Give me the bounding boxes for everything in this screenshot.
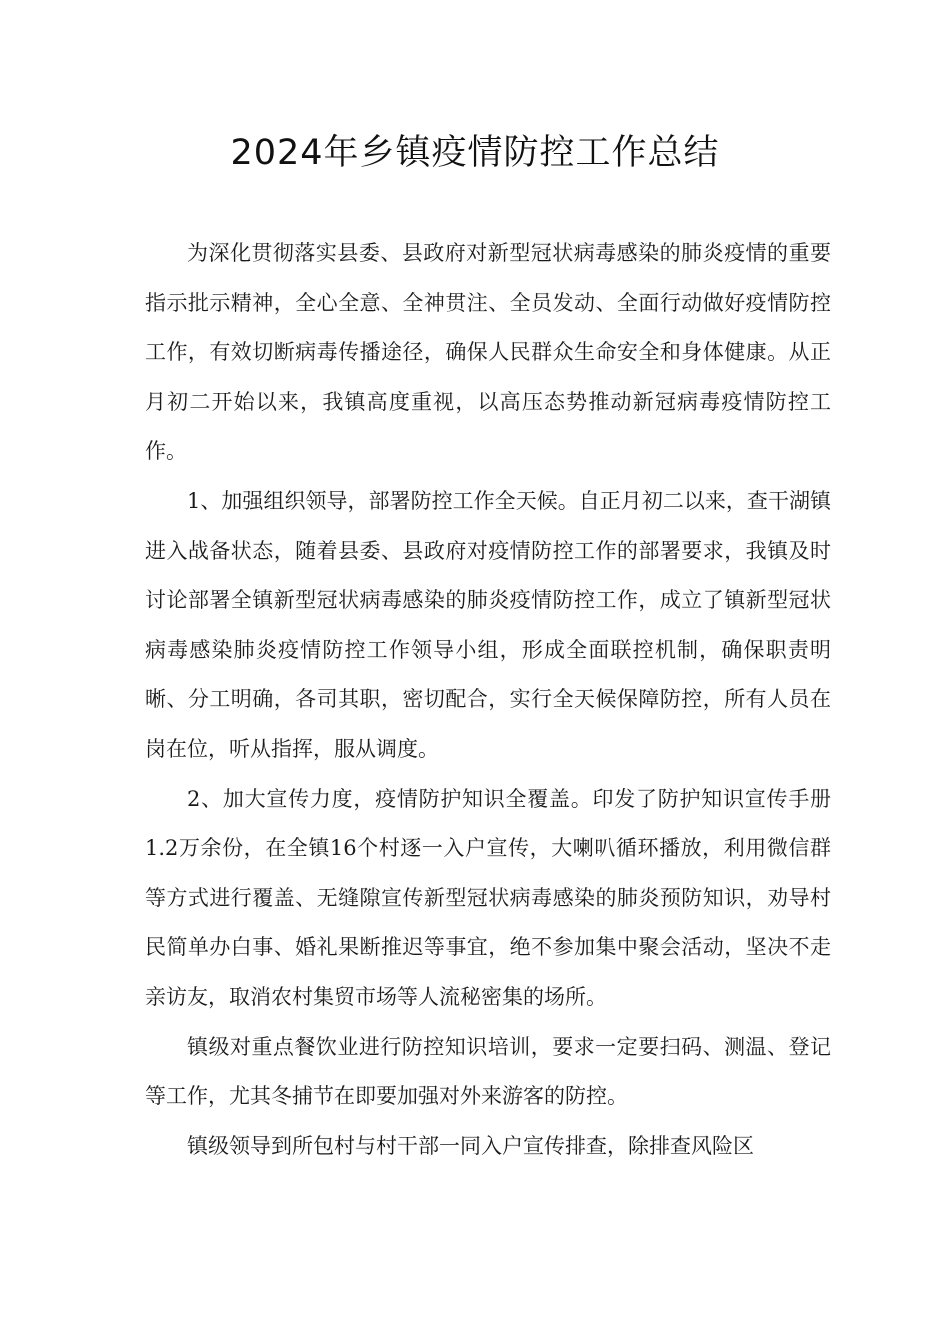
paragraph-training: 镇级对重点餐饮业进行防控知识培训，要求一定要扫码、测温、登记等工作，尤其冬捕节在即要加强对外来游客的防控。 <box>145 1034 831 1109</box>
document-title: 2024年乡镇疫情防控工作总结 <box>230 133 720 173</box>
paragraph-section-2: 2、加大宣传力度，疫情防护知识全覆盖。印发了防护知识宣传手册1.2万余份，在全镇16个村逐一入户宣传，大喇叭循环播放，利用微信群等方式进行覆盖、无缝隙宣传新型冠状病毒感染的肺炎预防知识，劝导村民简单办白事、婚礼果断推迟等事宜，绝不参加集中聚会活动，坚决不走亲访友，取消农村集贸市场等人流秘密集的场所。 <box>145 786 831 1009</box>
paragraph-section-1: 1、加强组织领导，部署防控工作全天候。自正月初二以来，查干湖镇进入战备状态，随着县委、县政府对疫情防控工作的部署要求，我镇及时讨论部署全镇新型冠状病毒感染的肺炎疫情防控工作，成立了镇新型冠状病毒感染肺炎疫情防控工作领导小组，形成全面联控机制，确保职责明晰、分工明确，各司其职，密切配合，实行全天候保障防控，所有人员在岗在位，听从指挥，服从调度。 <box>145 488 831 761</box>
document-body <box>145 229 831 1171</box>
paragraph-leadership-visits: 镇级领导到所包村与村干部一同入户宣传排查，除排查风险区 <box>187 1133 754 1158</box>
paragraph-intro: 为深化贯彻落实县委、县政府对新型冠状病毒感染的肺炎疫情的重要指示批示精神，全心全意、全神贯注、全员发动、全面行动做好疫情防控工作，有效切断病毒传播途径，确保人民群众生命安全和身体健康。从正月初二开始以来，我镇高度重视，以高压态势推动新冠病毒疫情防控工作。 <box>145 241 831 464</box>
